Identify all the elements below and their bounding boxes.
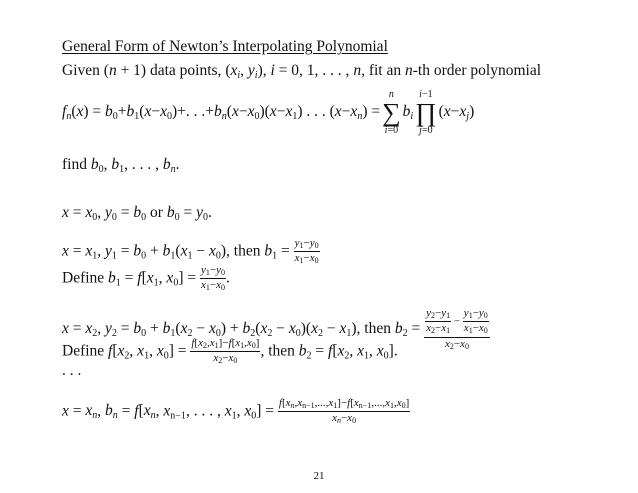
find-line: find b0, b1, . . . , bn. [62,156,180,175]
ellipsis-line: . . . [62,362,82,379]
intro-line: Given (n + 1) data points, (xi, yi), i = 0, 1, . . . , n, fit an n-th order polynomial [62,62,542,81]
product-symbol: i−1 ∏ j=0 [415,89,437,136]
step-1-line: x = x1, y1 = b0 + b1(x1 − x0), then b1 = $\frac{y1-y0}{x1-x0}$ [62,237,319,266]
step-0-line: x = x0, y0 = b0 or b0 = y0. [62,204,212,223]
step-2-line: x = x2, y2 = b0 + b1(x2 − x0) + b2(x2 − x0)(x2 − x1), then b2 = $\frac{y2-y1}{x2-x1}$ − $\frac{y1-y0}{x1-x0}$ x2−x0 [62,307,488,351]
page-number: 21 [313,470,325,482]
newton-polynomial-formula: fn(x) = b0+b1(x−x0)+. . .+bn(x−x0)(x−x1) . . . (x−xn) = n ∑ i=0 bi i−1 ∏ j=0 (x−xj) [62,89,475,136]
define-b1-line: Define b1 = f[x1, x0] = $\frac{y1-y0}{x1-x0}$ . [62,264,230,293]
step-n-line: x = xn, bn = f[xn, xn−1, . . . , x1, x0] = $\frac{f[xn,xn-1,...,x1]-f[xn-1,...,x1,x0]}{xn-x0}$ [62,397,410,426]
define-f2-line: Define f[x2, x1, x0] = $\frac{f[x2,x1]-f[x1,x0]}{x2-x0}$ , then b2 = f[x2, x1, x0]. [62,337,398,366]
sum-symbol: n ∑ i=0 [382,89,401,136]
page-title: General Form of Newton’s Interpolating Polynomial [62,38,388,55]
